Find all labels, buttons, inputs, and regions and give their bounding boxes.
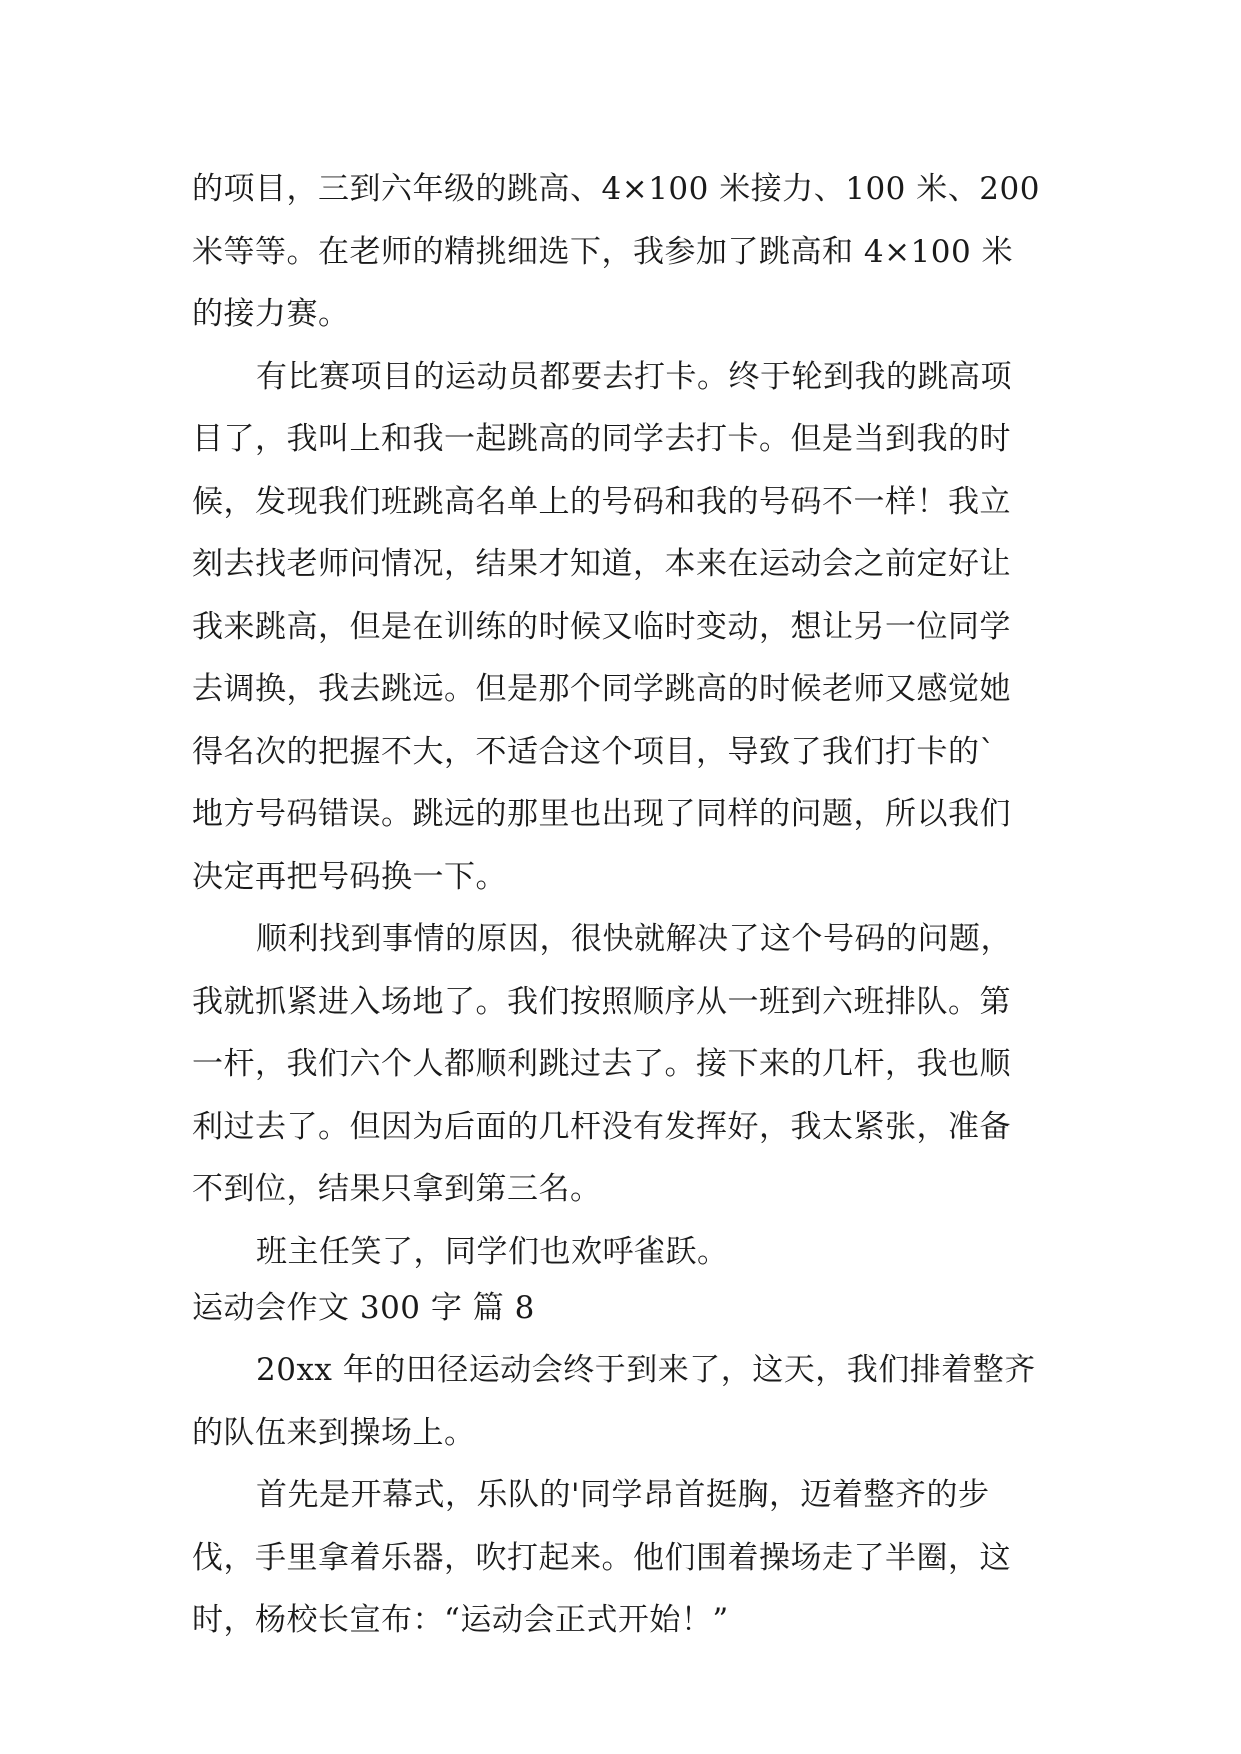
paragraph-6 <box>192 1464 1052 1652</box>
text-line: 候，发现我们班跳高名单上的号码和我的号码不一样！我立 <box>192 483 1011 520</box>
text-line: 一杆，我们六个人都顺利跳过去了。接下来的几杆，我也顺 <box>192 1046 1011 1082</box>
text-line: 首先是开幕式，乐队的'同学昂首挺胸，迈着整齐的步 <box>256 1477 990 1513</box>
text-line: 20xx 年的田径运动会终于到来了，这天，我们排着整齐 <box>256 1352 1036 1388</box>
text-line: 利过去了。但因为后面的几杆没有发挥好，我太紧张，准备 <box>192 1108 1011 1145</box>
text-line: 地方号码错误。跳远的那里也出现了同样的问题，所以我们 <box>192 796 1011 832</box>
section-heading: 运动会作文 300 字 篇 8 <box>192 1290 535 1326</box>
text-line: 得名次的把握不大，不适合这个项目，导致了我们打卡的` <box>192 733 996 770</box>
text-line: 刻去找老师问情况，结果才知道，本来在运动会之前定好让 <box>192 546 1011 582</box>
text-line: 的项目，三到六年级的跳高、4×100 米接力、100 米、200 <box>192 171 1040 207</box>
text-line: 目了，我叫上和我一起跳高的同学去打卡。但是当到我的时 <box>192 421 1011 457</box>
text-line: 伐，手里拿着乐器，吹打起来。他们围着操场走了半圈，这 <box>192 1539 1011 1576</box>
text-line: 我就抓紧进入场地了。我们按照顺序从一班到六班排队。第 <box>192 983 1011 1020</box>
text-line: 不到位，结果只拿到第三名。 <box>192 1171 602 1207</box>
text-line: 时，杨校长宣布：“运动会正式开始！” <box>192 1602 729 1638</box>
text-line: 米等等。在老师的精挑细选下，我参加了跳高和 4×100 米 <box>192 233 1014 270</box>
paragraph-4 <box>192 1221 1052 1284</box>
text-line: 有比赛项目的运动员都要去打卡。终于轮到我的跳高项 <box>256 358 1012 395</box>
text-line: 班主任笑了，同学们也欢呼雀跃。 <box>256 1233 729 1270</box>
paragraph-3 <box>192 908 1052 1221</box>
text-line: 决定再把号码换一下。 <box>192 858 507 895</box>
paragraph-2 <box>192 346 1052 909</box>
text-line: 顺利找到事情的原因，很快就解决了这个号码的问题， <box>256 921 1012 957</box>
text-line: 去调换，我去跳远。但是那个同学跳高的时候老师又感觉她 <box>192 671 1011 707</box>
document-body <box>192 158 1052 1652</box>
text-line: 的接力赛。 <box>192 296 350 332</box>
text-line: 我来跳高，但是在训练的时候又临时变动，想让另一位同学 <box>192 608 1011 645</box>
paragraph-1 <box>192 158 1052 346</box>
paragraph-5 <box>192 1339 1052 1464</box>
text-line: 的队伍来到操场上。 <box>192 1414 476 1451</box>
